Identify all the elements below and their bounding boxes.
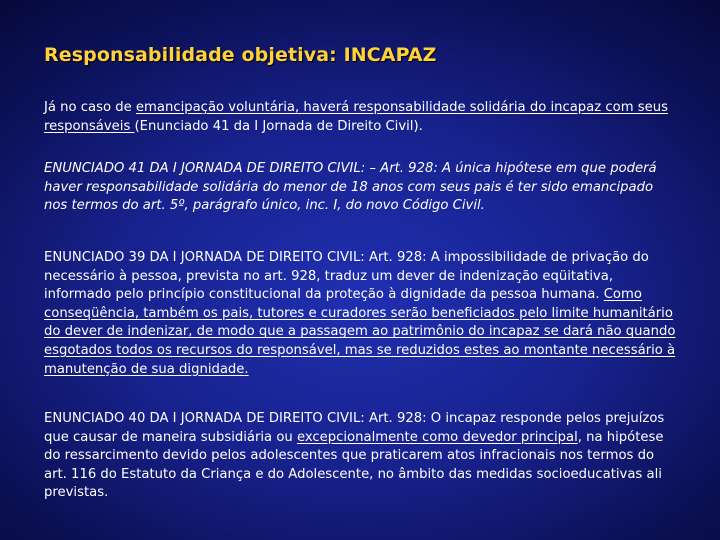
- slide-title: Responsabilidade objetiva: INCAPAZ: [44, 44, 437, 66]
- p1-underlined: emancipação voluntária, haverá responsabilidade solidária do incapaz com seus responsáveis: [44, 100, 668, 134]
- p4-underlined: excepcionalmente como devedor principal: [296, 429, 578, 445]
- paragraph-enunciado-40: [44, 410, 676, 503]
- p1-lead: Já no caso de: [44, 100, 136, 115]
- p4-heading: ENUNCIADO 40 DA I JORNADA DE DIREITO CIVIL:: [44, 411, 365, 426]
- p3-text: Art. 928: A impossibilidade de privação do necessário à pessoa, prevista no art. 928, traduz um dever de indenização eqüitativa, informado pelo princípio constitucional da proteção à dignidade da pessoa humana.: [44, 250, 649, 303]
- p4-rest: , na hipótese do ressarcimento devido pelos adolescentes que praticarem atos infracionais nos termos do art. 116 do Estatuto da Criança e do Adolescente, no âmbito das medidas socioeducativas ali previstas.: [44, 429, 664, 501]
- paragraph-enunciado-39: [44, 249, 676, 379]
- p2-heading: ENUNCIADO 41 DA I JORNADA DE DIREITO CIVIL:: [44, 161, 366, 176]
- p1-rest: (Enunciado 41 da I Jornada de Direito Civil).: [134, 118, 423, 134]
- p4-text: Art. 928: O incapaz responde pelos prejuízos que causar de maneira subsidiária ou: [44, 411, 665, 445]
- paragraph-emancipacao: [44, 99, 676, 136]
- p3-underlined: Como conseqüência, também os pais, tutores e curadores serão beneficiados pelo limite humanitário do dever de indenizar, de modo que a passagem ao patrimônio do incapaz se dará não quando esgotados todos os recursos do responsável, mas se reduzidos estes ao montante necessário à manutenção de sua dignidade.: [44, 287, 676, 377]
- paragraph-enunciado-41: [44, 160, 676, 216]
- p2-text: – Art. 928: A única hipótese em que poderá haver responsabilidade solidária do menor de 18 anos com seus pais é ter sido emancipado nos termos do art. 5º, parágrafo único, inc. I, do novo Código Civil.: [44, 161, 657, 214]
- p3-heading: ENUNCIADO 39 DA I JORNADA DE DIREITO CIVIL:: [44, 250, 365, 265]
